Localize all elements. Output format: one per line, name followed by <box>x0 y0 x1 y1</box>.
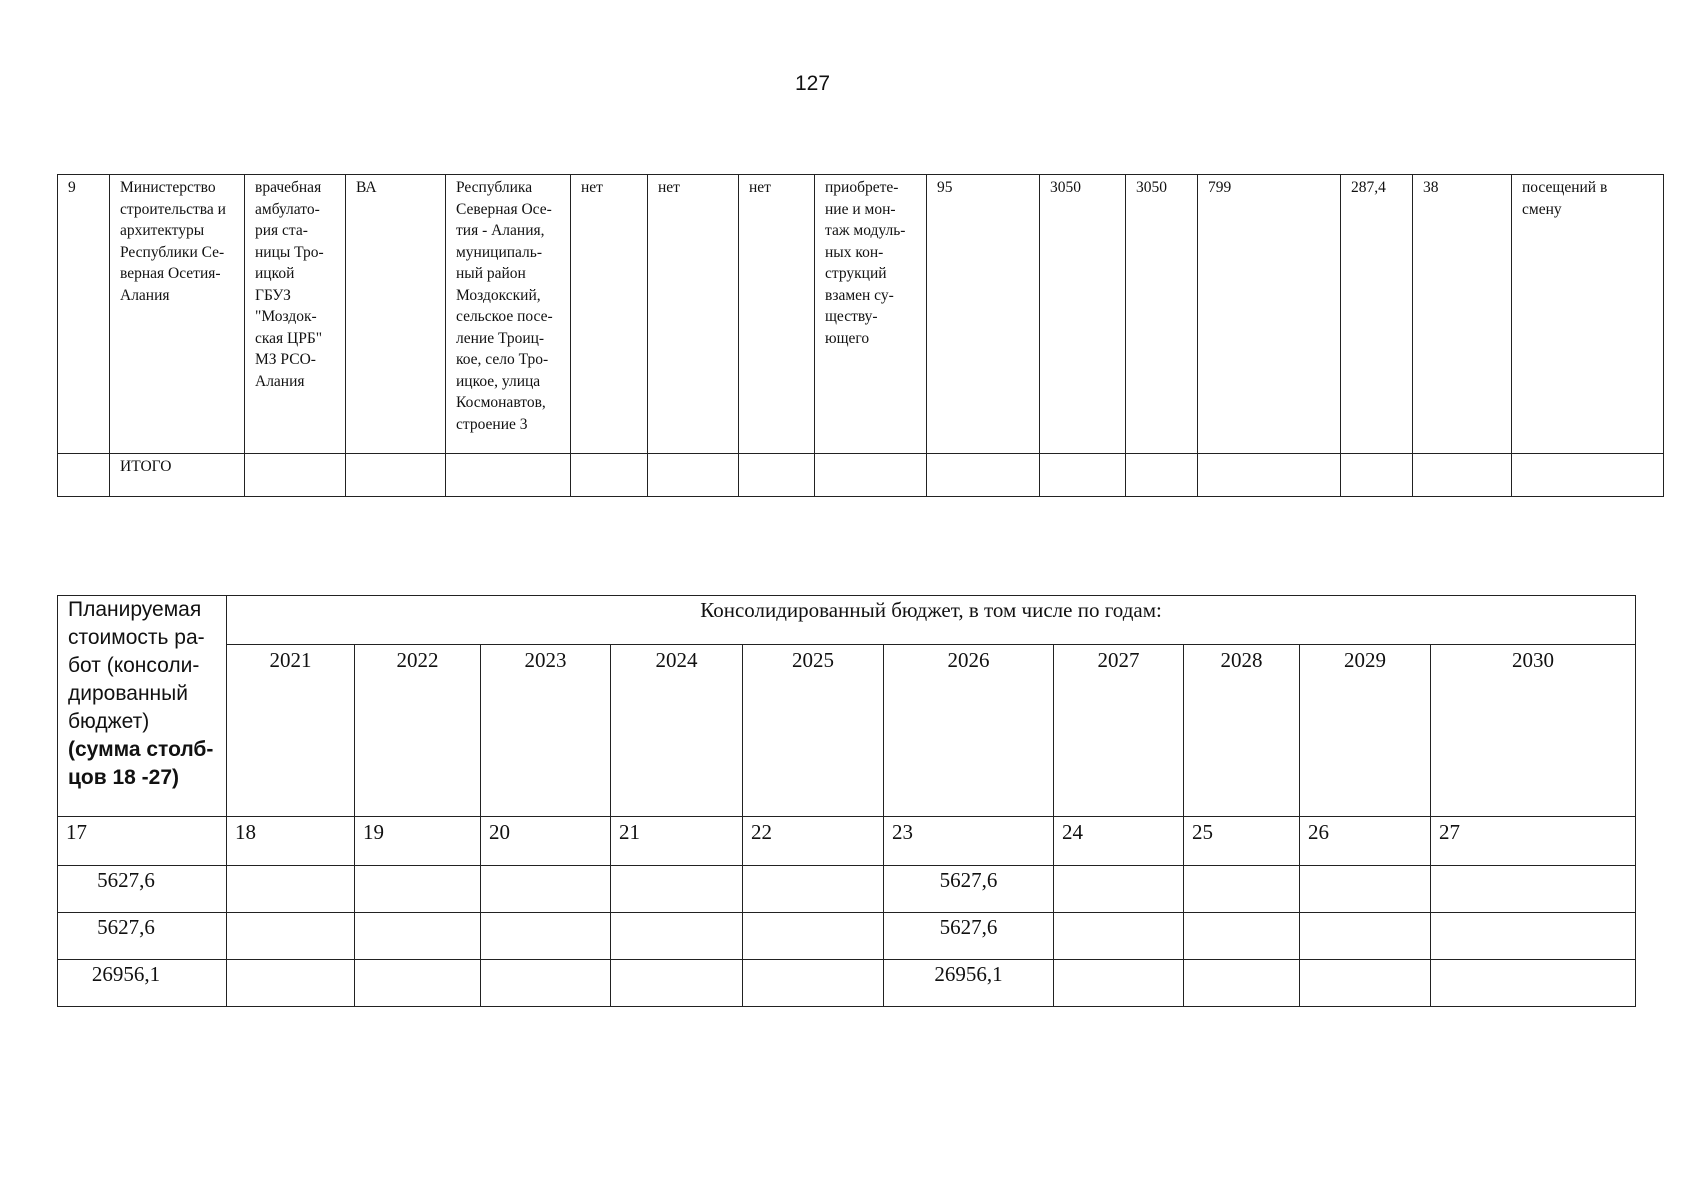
cell-empty <box>743 866 884 913</box>
column-number: 27 <box>1431 817 1636 866</box>
cell-col6: нет <box>571 175 648 454</box>
cell-empty <box>227 866 355 913</box>
year-header: 2021 <box>227 645 355 817</box>
cell-empty <box>355 913 481 960</box>
year-header: 2030 <box>1431 645 1636 817</box>
cell-col12: 3050 <box>1126 175 1198 454</box>
cell-empty <box>245 454 346 497</box>
cell-empty <box>227 913 355 960</box>
year-header: 2023 <box>481 645 611 817</box>
cell-empty <box>1184 913 1300 960</box>
cell-col7: нет <box>648 175 739 454</box>
cell-ministry: Министерство строительства и архитектуры Республики Се- верная Осетия- Алания <box>110 175 245 454</box>
year-header: 2027 <box>1054 645 1184 817</box>
year-2026-cell: 5627,6 <box>884 913 1054 960</box>
cell-empty <box>1300 866 1431 913</box>
cell-empty <box>481 913 611 960</box>
cell-empty <box>1300 913 1431 960</box>
column-number: 21 <box>611 817 743 866</box>
cell-empty <box>611 866 743 913</box>
cell-empty <box>743 913 884 960</box>
cell-empty <box>611 960 743 1007</box>
cell-empty <box>58 454 110 497</box>
table-row <box>58 175 1664 454</box>
year-2026-cell: 5627,6 <box>884 866 1054 913</box>
cell-empty <box>1126 454 1198 497</box>
cell-object: врачебная амбулато- рия ста- ницы Тро- ицкой ГБУЗ "Моздок- ская ЦРБ" МЗ РСО- Алания <box>245 175 346 454</box>
budget-table <box>57 595 1636 1007</box>
cell-empty <box>1413 454 1512 497</box>
year-2026-cell: 26956,1 <box>884 960 1054 1007</box>
cell-empty <box>355 960 481 1007</box>
year-header: 2026 <box>884 645 1054 817</box>
cell-col16: посещений в смену <box>1512 175 1664 454</box>
cell-empty <box>1184 960 1300 1007</box>
planned-cost-header <box>58 596 227 817</box>
cell-empty <box>481 960 611 1007</box>
cell-col15: 38 <box>1413 175 1512 454</box>
cell-empty <box>1431 913 1636 960</box>
cell-empty <box>815 454 927 497</box>
column-numbers-row <box>58 817 1636 866</box>
cell-empty <box>648 454 739 497</box>
column-number: 26 <box>1300 817 1431 866</box>
cell-empty <box>1431 866 1636 913</box>
cell-empty <box>739 454 815 497</box>
column-number: 18 <box>227 817 355 866</box>
cell-empty <box>1512 454 1664 497</box>
cell-empty <box>1341 454 1413 497</box>
cell-empty <box>571 454 648 497</box>
page-number: 127 <box>794 72 831 95</box>
column-number: 17 <box>58 817 227 866</box>
cell-address: Республика Северная Осе- тия - Алания, муниципаль- ный район Моздокский, сельское посе- ление Троиц- кое, село Тро- ицкое, улица Космонавтов, строение 3 <box>446 175 571 454</box>
year-header: 2028 <box>1184 645 1300 817</box>
cell-empty <box>1054 913 1184 960</box>
planned-cost-note: (сумма столб- цов 18 -27) <box>68 738 214 789</box>
table-row <box>58 960 1636 1007</box>
column-number: 22 <box>743 817 884 866</box>
cell-empty <box>1300 960 1431 1007</box>
cell-empty <box>355 866 481 913</box>
total-label: ИТОГО <box>110 454 245 497</box>
cell-empty <box>1198 454 1341 497</box>
cell-col11: 3050 <box>1040 175 1126 454</box>
year-header: 2024 <box>611 645 743 817</box>
cell-col13: 799 <box>1198 175 1341 454</box>
total-cost-cell: 5627,6 <box>58 913 227 960</box>
table-row <box>58 913 1636 960</box>
total-cost-cell: 26956,1 <box>58 960 227 1007</box>
cell-empty <box>1184 866 1300 913</box>
cell-type: ВА <box>346 175 446 454</box>
year-header: 2029 <box>1300 645 1431 817</box>
cell-empty <box>1040 454 1126 497</box>
year-header: 2025 <box>743 645 884 817</box>
consolidated-budget-header: Консолидированный бюджет, в том числе по годам: <box>227 596 1636 645</box>
year-header: 2022 <box>355 645 481 817</box>
column-number: 24 <box>1054 817 1184 866</box>
column-number: 19 <box>355 817 481 866</box>
cell-number: 9 <box>58 175 110 454</box>
table-row <box>58 866 1636 913</box>
cell-empty <box>227 960 355 1007</box>
cell-empty <box>446 454 571 497</box>
column-number: 25 <box>1184 817 1300 866</box>
cell-empty <box>611 913 743 960</box>
cell-empty <box>1431 960 1636 1007</box>
column-number: 20 <box>481 817 611 866</box>
total-row <box>58 454 1664 497</box>
cell-work: приобрете- ние и мон- таж модуль- ных кон- струкций взамен су- ществу- ющего <box>815 175 927 454</box>
cell-empty <box>927 454 1040 497</box>
total-cost-cell: 5627,6 <box>58 866 227 913</box>
cell-empty <box>1054 866 1184 913</box>
column-number: 23 <box>884 817 1054 866</box>
objects-table <box>57 174 1664 497</box>
cell-col14: 287,4 <box>1341 175 1413 454</box>
cell-empty <box>743 960 884 1007</box>
cell-col8: нет <box>739 175 815 454</box>
cell-empty <box>481 866 611 913</box>
cell-empty <box>1054 960 1184 1007</box>
planned-cost-label: Планируемая стоимость ра- бот (консоли- дированный бюджет) <box>68 598 205 733</box>
years-row <box>58 645 1636 817</box>
cell-col10: 95 <box>927 175 1040 454</box>
cell-empty <box>346 454 446 497</box>
